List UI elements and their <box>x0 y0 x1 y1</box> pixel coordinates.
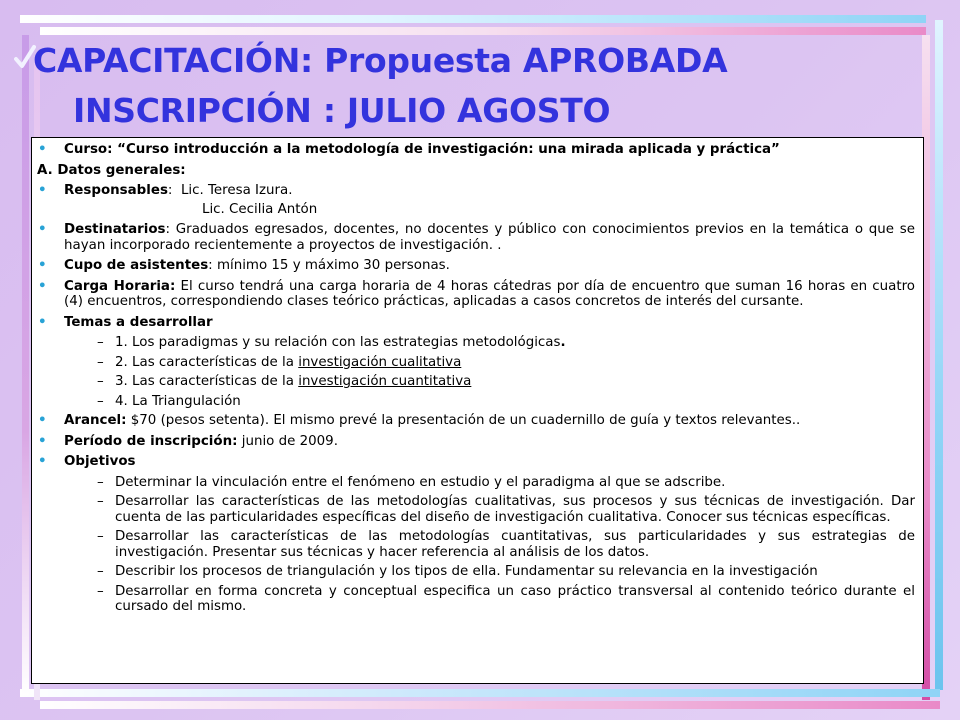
tema-1: – 1. Los paradigmas y su relación con las estrategias metodológicas. <box>97 335 566 350</box>
decor-bar-left-purple <box>22 35 29 695</box>
dash-icon: – <box>97 494 104 509</box>
objetivo-4: – Describir los procesos de triangulación y los tipos de ella. Fundamentar su relevancia en la investigación <box>97 564 818 579</box>
bullet-dot-icon: • <box>38 314 47 330</box>
item-arancel: • Arancel: $70 (pesos setenta). El mismo prevé la presentación de un cuadernillo de guía y textos relevantes.. <box>38 413 801 428</box>
objetivo-5: – Desarrollar en forma concreta y conceptual especifica un caso práctico transversal al contenido teórico durante el cursado del mismo. <box>97 583 915 614</box>
item-periodo: • Período de inscripción: junio de 2009. <box>38 433 338 449</box>
objetivo-2: – Desarrollar las características de las metodologías cualitativas, sus procesos y sus técnicas de investigación. Dar cuenta de las particularidades específicas del diseño de investigación cualitativa. Conocer sus técnicas específicas. <box>97 494 915 525</box>
bullet-dot-icon: • <box>38 278 47 294</box>
dash-icon: – <box>97 529 104 544</box>
item-responsables: • Responsables: Lic. Teresa Izura. <box>38 183 293 198</box>
responsable-1: Lic. Teresa Izura. <box>180 183 293 198</box>
dash-icon: – <box>97 564 104 579</box>
decor-bar-bottom-pink <box>40 701 940 709</box>
tema-2: – 2. Las características de la investigación cualitativa <box>97 354 462 370</box>
link-investigacion-cualitativa[interactable]: investigación cualitativa <box>298 354 462 370</box>
tema-4: – 4. La Triangulación <box>97 393 241 409</box>
item-cupo: • Cupo de asistentes: mínimo 15 y máximo 30 personas. <box>38 258 450 273</box>
title-line-1: CAPACITACIÓN: Propuesta APROBADA <box>33 41 728 80</box>
title-line-2: INSCRIPCIÓN : JULIO AGOSTO <box>73 91 611 130</box>
dash-icon: – <box>97 393 104 409</box>
dash-icon: – <box>97 354 104 370</box>
bullet-dot-icon: • <box>38 222 47 237</box>
item-temas: • Temas a desarrollar <box>38 314 213 330</box>
decor-bar-right-blue <box>935 20 943 690</box>
bullet-dot-icon: • <box>38 183 47 198</box>
objetivo-3: – Desarrollar las características de las metodologías cuantitativas, sus particularidades y sus estrategias de investigación. Presentar sus técnicas y hacer referencia al análisis de los datos. <box>97 529 915 560</box>
link-investigacion-cuantitativa[interactable]: investigación cuantitativa <box>298 374 472 389</box>
bullet-dot-icon: • <box>38 433 47 449</box>
item-objetivos: • Objetivos <box>38 454 136 469</box>
item-curso <box>37 142 915 158</box>
bullet-dot-icon: • <box>38 454 47 469</box>
section-heading: A. Datos generales: <box>37 162 186 178</box>
dash-icon: – <box>97 474 104 490</box>
objetivo-1: – Determinar la vinculación entre el fenómeno en estudio y el paradigma al que se adscribe. <box>97 474 726 490</box>
decor-bar-bottom-blue <box>20 689 940 697</box>
bullet-dot-icon: • <box>38 258 47 273</box>
item-destinatarios: • Destinatarios: Graduados egresados, docentes, no docentes y público con conocimientos previos en la temática o que se hayan incorporado recientemente a proyectos de investigación. . <box>38 222 915 253</box>
bullet-dot-icon: • <box>38 413 47 428</box>
item-carga-horaria: • Carga Horaria: El curso tendrá una carga horaria de 4 horas cátedras por día de encuentro que suman 16 horas en cuatro (4) encuentros, correspondiendo clases teórico prácticas, aplicadas a casos concretos de interés del cursante. <box>38 278 916 309</box>
tema-3: – 3. Las características de la investigación cuantitativa <box>97 374 472 389</box>
dash-icon: – <box>97 374 104 389</box>
dash-icon: – <box>97 335 104 350</box>
decor-bar-top-blue <box>20 15 926 23</box>
bullet-dot-icon: • <box>38 142 47 157</box>
slide-title <box>33 36 913 136</box>
content-box <box>31 137 924 684</box>
decor-bar-top-pink <box>40 27 926 35</box>
responsable-2: Lic. Cecilia Antón <box>202 201 318 217</box>
curso-text: Curso: “Curso introducción a la metodología de investigación: una mirada aplicada y práctica” <box>64 142 780 157</box>
dash-icon: – <box>97 583 104 599</box>
